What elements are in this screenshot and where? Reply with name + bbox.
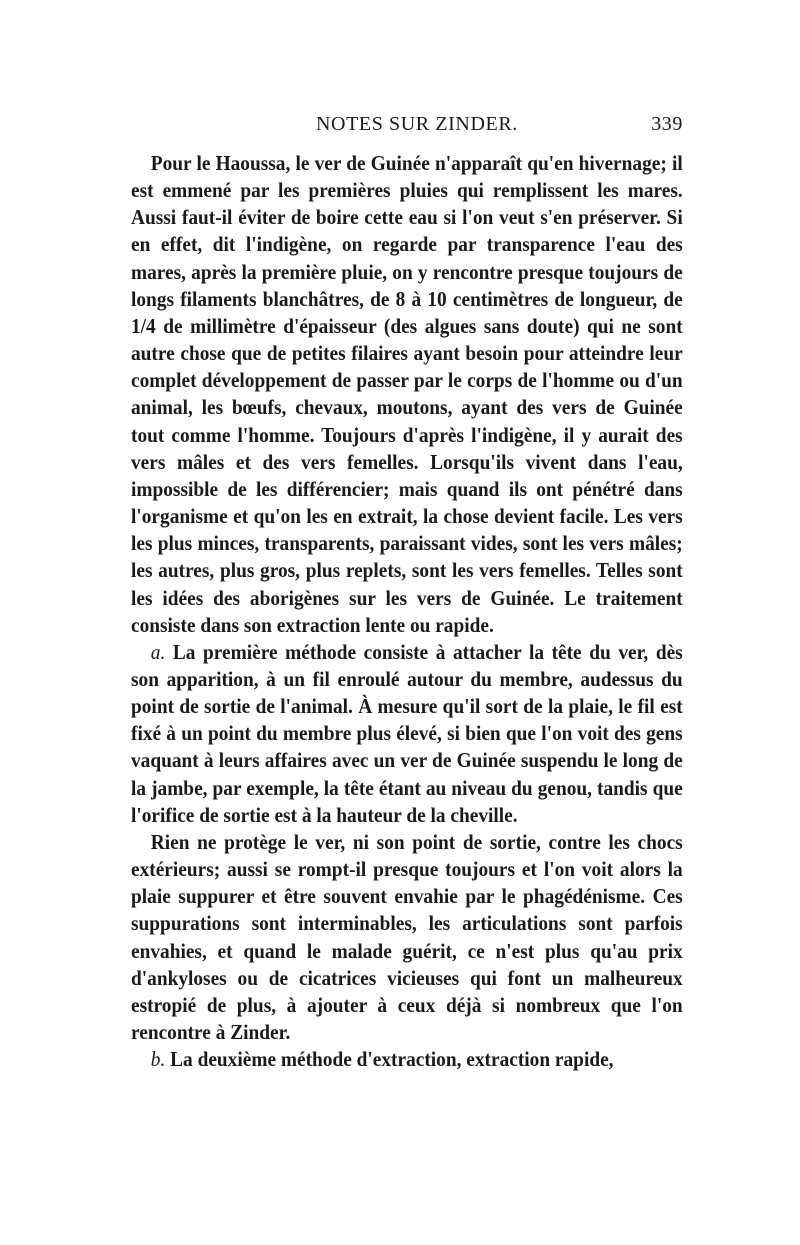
page-number: 339: [651, 113, 683, 135]
running-title: NOTES SUR ZINDER.: [316, 113, 518, 135]
paragraph-lead: b.: [150, 1047, 166, 1072]
paragraph-lead: a.: [150, 639, 166, 664]
paragraph-complications: [131, 829, 683, 1046]
body-text: [131, 150, 683, 1073]
paragraph-method-b: [131, 1046, 683, 1073]
paragraph-text: La première méthode consiste à attacher la tête du ver, dès son apparition, à un fil enroulé autour du membre, audessus du point de sortie de l'animal. À mesure qu'il sort de la plaie, le fil est fixé à un point du membre plus élevé, si bien que l'on voit des gens vaquant à leurs affaires avec un ver de Guinée suspendu le long de la jambe, par exemple, la tête étant au niveau du genou, tandis que l'orifice de sortie est à la hauteur de la cheville.: [131, 639, 683, 827]
running-head: [131, 113, 683, 139]
paragraph-text: Rien ne protège le ver, ni son point de sortie, contre les chocs extérieurs; aussi se rompt-il presque toujours et l'on voit alors la plaie suppurer et être souvent envahie par le phagédénisme. Ces suppurations sont interminables, les articulations sont parfois envahies, et quand le malade guérit, ce n'est plus qu'au prix d'ankyloses ou de cicatrices vicieuses qui font un malheureux estropié de plus, à ajouter à ceux déjà si nombreux que l'on rencontre à Zinder.: [131, 829, 683, 1044]
paragraph-method-a: [131, 639, 683, 829]
paragraph-text: Pour le Haoussa, le ver de Guinée n'apparaît qu'en hivernage; il est emmené par les premières pluies qui remplissent les mares. Aussi faut-il éviter de boire cette eau si l'on veut s'en préserver. Si en effet, dit l'indigène, on regarde par transparence l'eau des mares, après la première pluie, on y rencontre presque toujours de longs filaments blanchâtres, de 8 à 10 centimètres de longueur, de 1/4 de millimètre d'épaisseur (des algues sans doute) qui ne sont autre chose que de petites filaires ayant besoin pour atteindre leur complet développement de passer par le corps de l'homme ou d'un animal, les bœufs, chevaux, moutons, ayant des vers de Guinée tout comme l'homme. Toujours d'après l'indigène, il y aurait des vers mâles et des vers femelles. Lorsqu'ils vivent dans l'eau, impossible de les différencier; mais quand ils ont pénétré dans l'organisme et qu'on les en extrait, la chose devient facile. Les vers les plus minces, transparents, paraissant vides, sont les vers mâles; les autres, plus gros, plus replets, sont les vers femelles. Telles sont les idées des aborigènes sur les vers de Guinée. Le traitement consiste dans son extraction lente ou rapide.: [131, 151, 683, 637]
paragraph-hivernage: [131, 150, 683, 639]
paragraph-text: La deuxième méthode d'extraction, extraction rapide,: [165, 1047, 614, 1072]
